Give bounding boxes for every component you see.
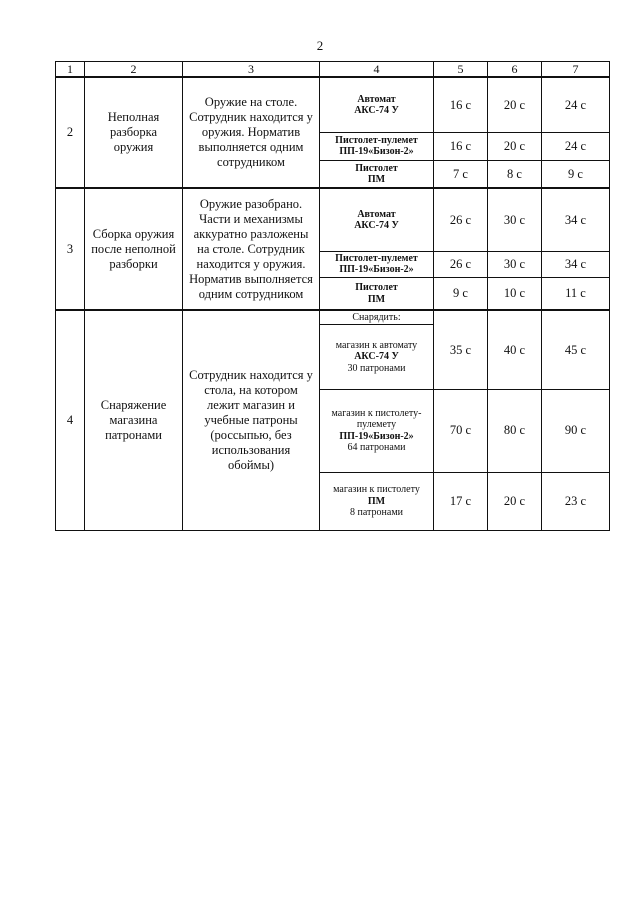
header-cell: 2 [85,62,183,78]
row-number: 3 [56,188,85,310]
weapon-type: Пистолет [355,282,398,294]
time-grade-5: 26 с [434,188,488,251]
table-row [56,77,610,132]
cartridge-count: 64 патронами [347,442,406,454]
weapon-type: Автомат [357,93,396,105]
table-row [56,188,610,251]
time-grade-7: 34 с [542,188,610,251]
standard-conditions: Оружие на столе. Сотрудник находится у оружия. Норматив выполняется одним сотрудником [183,77,320,188]
time-grade-5: 70 с [434,389,488,472]
time-grade-7: 24 с [542,77,610,132]
weapon-type: Пистолет-пулемет [335,252,418,264]
cartridge-count: 8 патронами [350,507,403,519]
header-cell: 4 [320,62,434,78]
header-cell: 6 [488,62,542,78]
weapon-model: АКС-74 У [354,220,399,232]
magazine-type: магазин к автомату [335,339,418,351]
time-grade-7: 9 с [542,160,610,188]
time-grade-5: 17 с [434,472,488,530]
time-grade-6: 8 с [488,160,542,188]
time-grade-5: 9 с [434,277,488,310]
header-row [56,62,610,78]
weapon-model: АКС-74 У [354,105,399,117]
weapon-model: ПП-19«Бизон-2» [339,430,414,442]
weapon-model: ПП-19«Бизон-2» [339,264,414,276]
header-cell: 1 [56,62,85,78]
time-grade-7: 11 с [542,277,610,310]
weapon-cell [320,132,434,160]
time-grade-7: 45 с [542,310,610,389]
magazine-type: магазин к пистолету [333,484,420,496]
time-grade-5: 16 с [434,132,488,160]
magazine-cell [320,389,434,472]
standard-name: Сборка оружия после неполной разборки [85,188,183,310]
standard-name: Неполная разборка оружия [85,77,183,188]
weapon-model: АКС-74 У [354,351,399,363]
time-grade-6: 10 с [488,277,542,310]
weapon-cell [320,251,434,277]
weapon-cell [320,77,434,132]
time-grade-7: 23 с [542,472,610,530]
header-cell: 5 [434,62,488,78]
weapon-model: ПМ [367,293,386,305]
weapon-cell [320,160,434,188]
time-grade-5: 7 с [434,160,488,188]
weapon-cell [320,277,434,310]
weapon-model: ПМ [367,495,386,507]
weapon-type: Пистолет [355,162,398,174]
weapon-cell [320,188,434,251]
standards-table [55,61,610,531]
time-grade-6: 30 с [488,251,542,277]
cartridge-count: 30 патронами [347,362,406,374]
table-row [56,310,610,324]
time-grade-5: 26 с [434,251,488,277]
time-grade-7: 34 с [542,251,610,277]
weapon-model: ПП-19«Бизон-2» [339,146,414,158]
standard-conditions: Оружие разобрано. Части и механизмы аккуратно разложены на столе. Сотрудник находится у оружия. Норматив выполняется одним сотрудником [183,188,320,310]
header-cell: 3 [183,62,320,78]
standard-conditions: Сотрудник находится у стола, на котором лежит магазин и учебные патроны (россыпью, без использования обоймы) [183,310,320,530]
weapon-type: Пистолет-пулемет [335,134,418,146]
standard-name: Снаряжение магазина патронами [85,310,183,530]
time-grade-6: 20 с [488,77,542,132]
magazine-type: магазин к пистолету-пулемету [331,407,422,431]
time-grade-5: 16 с [434,77,488,132]
page-number: 2 [316,38,324,53]
time-grade-6: 20 с [488,472,542,530]
time-grade-6: 20 с [488,132,542,160]
time-grade-6: 80 с [488,389,542,472]
time-grade-5: 35 с [434,310,488,389]
row-number: 2 [56,77,85,188]
time-grade-7: 90 с [542,389,610,472]
time-grade-6: 40 с [488,310,542,389]
magazine-cell [320,324,434,389]
weapon-type: Автомат [357,208,396,220]
equip-label: Снарядить: [320,310,434,324]
weapon-model: ПМ [367,174,386,186]
row-number: 4 [56,310,85,530]
time-grade-6: 30 с [488,188,542,251]
time-grade-7: 24 с [542,132,610,160]
magazine-cell [320,472,434,530]
header-cell: 7 [542,62,610,78]
